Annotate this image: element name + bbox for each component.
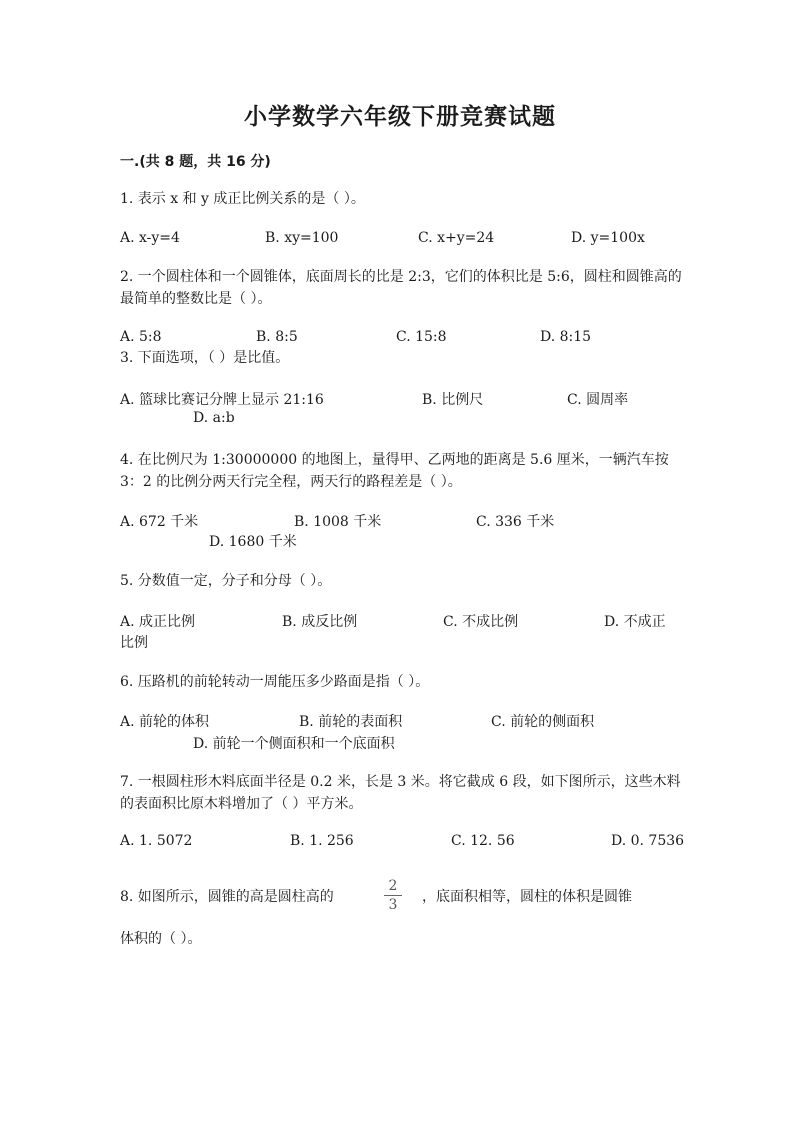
q3-option-a: A. 篮球比赛记分牌上显示 21:16 [120, 392, 324, 408]
question-7-stem: 7. 一根圆柱形木料底面半径是 0.2 米，长是 3 米。将它截成 6 段，如下图所示，这些木料的表面积比原木料增加了（ ）平方米。 [120, 774, 681, 812]
q3-option-d: D. a:b [193, 410, 235, 426]
question-5-stem: 5. 分数值一定，分子和分母（ ）。 [120, 573, 332, 589]
fraction-denominator: 3 [388, 897, 398, 913]
q6-option-d: D. 前轮一个侧面积和一个底面积 [193, 736, 395, 752]
q5-option-b: B. 成反比例 [282, 614, 358, 630]
q1-option-b: B. xy=100 [265, 230, 339, 246]
q6-option-b: B. 前轮的表面积 [299, 714, 403, 730]
q2-option-b: B. 8:5 [256, 329, 298, 345]
question-4-stem: 4. 在比例尺为 1:30000000 的地图上，量得甲、乙两地的距离是 5.6 厘米，一辆汽车按 3：2 的比例分两天行完全程，两天行的路程差是（ ）。 [120, 452, 669, 490]
q1-option-d: D. y=100x [571, 230, 645, 246]
q7-option-a: A. 1. 5072 [120, 833, 193, 849]
q6-option-a: A. 前轮的体积 [120, 714, 210, 730]
fraction-numerator: 2 [388, 878, 398, 894]
q5-option-d-continued: 比例 [120, 635, 148, 651]
q2-option-a: A. 5:8 [120, 329, 162, 345]
fraction-two-thirds [384, 878, 402, 913]
q2-option-c: C. 15:8 [396, 329, 447, 345]
q5-option-c: C. 不成比例 [443, 614, 519, 630]
question-3-stem: 3. 下面选项，（ ）是比值。 [120, 350, 290, 366]
question-6-stem: 6. 压路机的前轮转动一周能压多少路面是指（ ）。 [120, 674, 430, 690]
q5-option-a: A. 成正比例 [120, 614, 196, 630]
q1-option-a: A. x-y=4 [120, 230, 180, 246]
q7-option-b: B. 1. 256 [290, 833, 354, 849]
fraction-bar [384, 895, 402, 896]
page-title: 小学数学六年级下册竞赛试题 [244, 104, 556, 130]
q2-option-d: D. 8:15 [540, 329, 592, 345]
q3-option-b: B. 比例尺 [422, 392, 484, 408]
q7-option-c: C. 12. 56 [451, 833, 515, 849]
question-2-stem: 2. 一个圆柱体和一个圆锥体，底面周长的比是 2:3，它们的体积比是 5:6，圆柱和圆锥高的最简单的整数比是（ ）。 [120, 269, 682, 307]
q4-option-a: A. 672 千米 [120, 514, 199, 530]
question-8-stem-line2: 体积的（ ）。 [120, 931, 202, 947]
section-header: 一.(共 8 题，共 16 分) [120, 154, 271, 170]
question-8-stem-part1: 8. 如图所示，圆锥的高是圆柱高的 [120, 889, 334, 905]
question-1-stem: 1. 表示 x 和 y 成正比例关系的是（ ）。 [120, 191, 365, 207]
q4-option-d: D. 1680 千米 [209, 534, 297, 550]
q4-option-c: C. 336 千米 [476, 514, 555, 530]
q1-option-c: C. x+y=24 [418, 230, 495, 246]
q4-option-b: B. 1008 千米 [294, 514, 382, 530]
question-8-stem-part2: ，底面积相等，圆柱的体积是圆锥 [422, 889, 632, 905]
q5-option-d: D. 不成正 [604, 614, 666, 630]
q7-option-d: D. 0. 7536 [611, 833, 685, 849]
q6-option-c: C. 前轮的侧面积 [491, 714, 595, 730]
q3-option-c: C. 圆周率 [567, 392, 629, 408]
